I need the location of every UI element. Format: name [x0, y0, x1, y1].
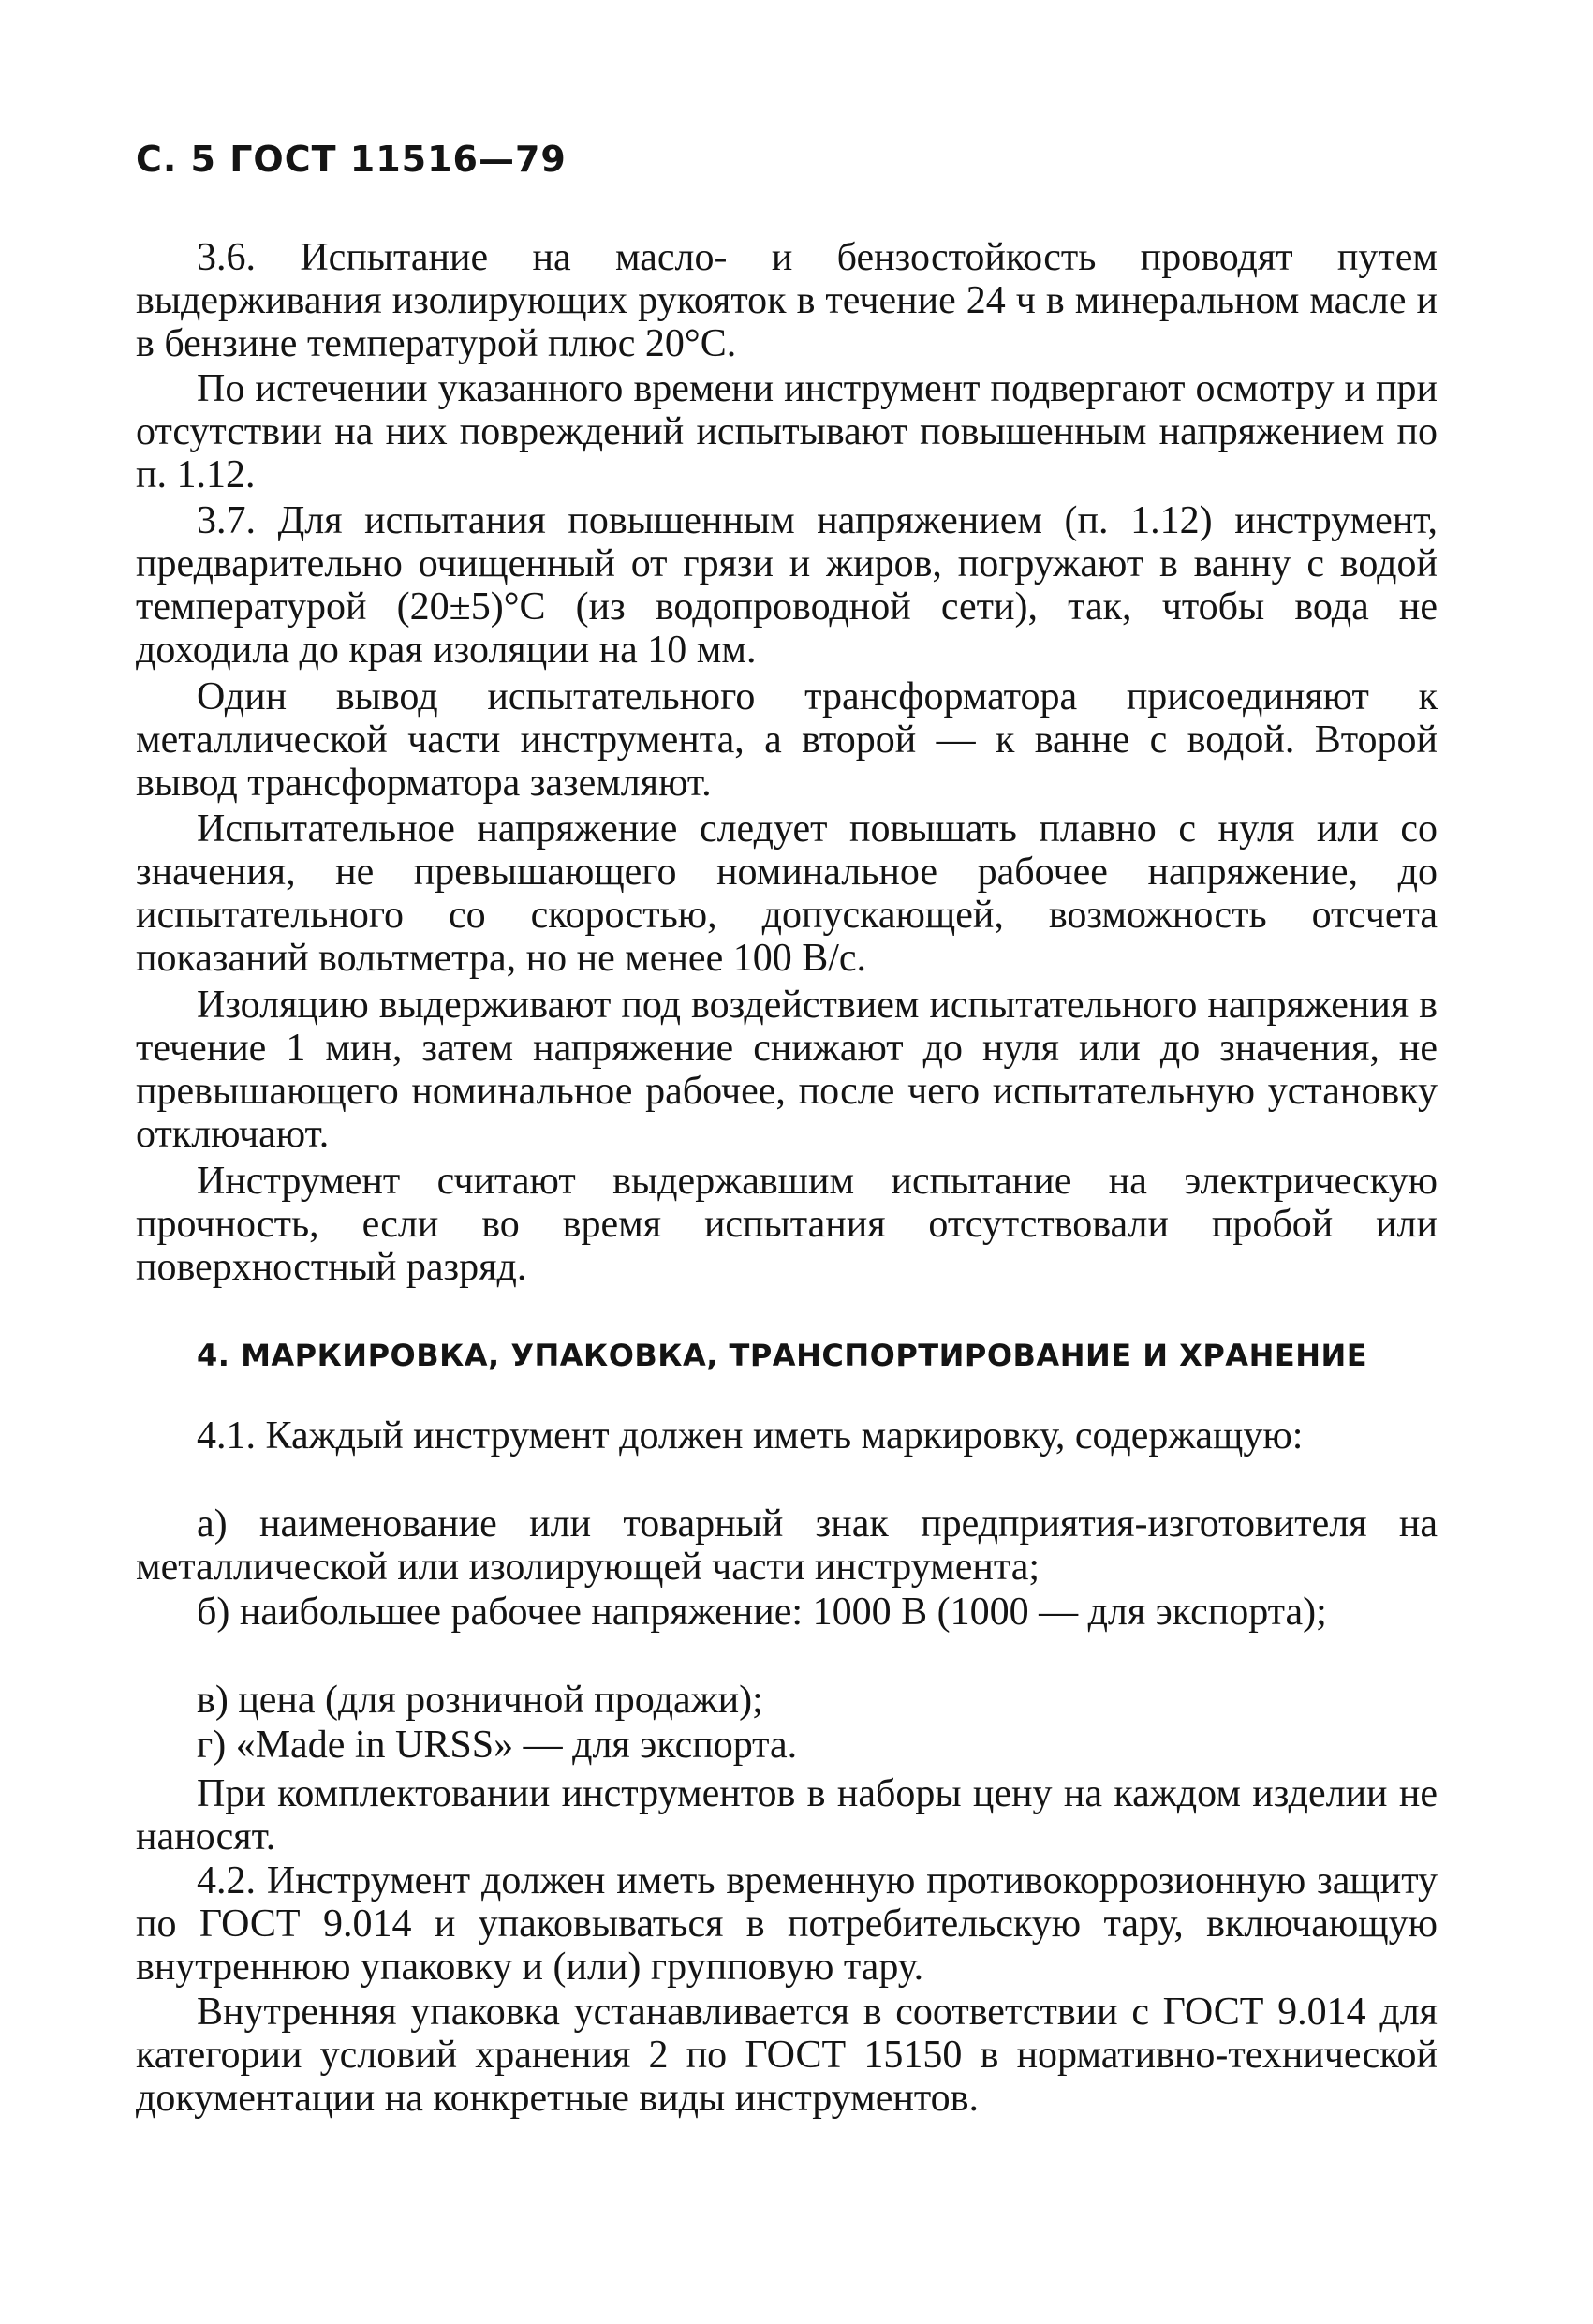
paragraph-transformer: Один вывод испытательного трансформатора присоединяют к металлической части инструмента, а второй — к ванне с водой. Второй вывод трансформатора заземляют.: [136, 675, 1438, 805]
section-4-title: 4. МАРКИРОВКА, УПАКОВКА, ТРАНСПОРТИРОВАНИЕ И ХРАНЕНИЕ: [197, 1338, 1368, 1373]
running-head: С. 5 ГОСТ 11516—79: [136, 139, 567, 180]
paragraph-4-2: 4.2. Инструмент должен иметь временную противокоррозионную защиту по ГОСТ 9.014 и упаковываться в потребительскую тару, включающую внутреннюю упаковку и (или) групповую тару.: [136, 1859, 1438, 1989]
list-item-a: а) наименование или товарный знак предприятия-изготовителя на металлической или изолирующей части инструмента;: [136, 1502, 1438, 1589]
paragraph-insulation-hold: Изоляцию выдерживают под воздействием испытательного напряжения в течение 1 мин, затем напряжение снижают до нуля или до значения, не превышающего номинальное рабочее, после чего испытательную установку отключают.: [136, 984, 1438, 1156]
paragraph-kit-price: При комплектовании инструментов в наборы цену на каждом изделии не наносят.: [136, 1772, 1438, 1858]
paragraph-inner-packaging: Внутренняя упаковка устанавливается в соответствии с ГОСТ 9.014 для категории условий хранения 2 по ГОСТ 15150 в нормативно-технической документации на конкретные виды инструментов.: [136, 1991, 1438, 2120]
paragraph-4-1: 4.1. Каждый инструмент должен иметь маркировку, содержащую:: [197, 1414, 1304, 1458]
list-item-v: в) цена (для розничной продажи);: [197, 1679, 763, 1722]
list-item-g: г) «Made in URSS» — для экспорта.: [197, 1724, 798, 1767]
paragraph-test-passed: Инструмент считают выдержавшим испытание на электрическую прочность, если во время испытания отсутствовали пробой или поверхностный разряд.: [136, 1160, 1438, 1289]
list-item-b: б) наибольшее рабочее напряжение: 1000 В (1000 — для экспорта);: [197, 1591, 1327, 1634]
paragraph-3-7: 3.7. Для испытания повышенным напряжением (п. 1.12) инструмент, предварительно очищенный от грязи и жиров, погружают в ванну с водой температурой (20±5)°С (из водопроводной сети), так, чтобы вода не доходила до края изоляции на 10 мм.: [136, 499, 1438, 672]
paragraph-3-6: 3.6. Испытание на масло- и бензостойкость проводят путем выдерживания изолирующих рукояток в течение 24 ч в минеральном масле и в бензине температурой плюс 20°С.: [136, 236, 1438, 365]
paragraph-voltage-rise: Испытательное напряжение следует повышать плавно с нуля или со значения, не превышающего номинальное рабочее напряжение, до испытательного со скоростью, допускающей, возможность отсчета показаний вольтметра, но не менее 100 В/с.: [136, 807, 1438, 980]
paragraph-3-6-cont: По истечении указанного времени инструмент подвергают осмотру и при отсутствии на них повреждений испытывают повышенным напряжением по п. 1.12.: [136, 367, 1438, 496]
